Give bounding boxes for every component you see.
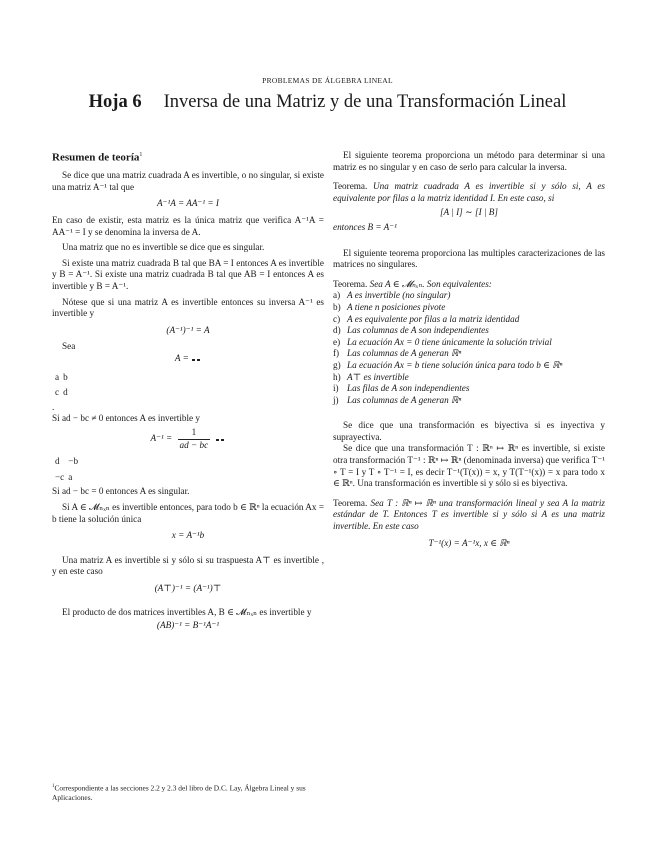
list-item-text: Las filas de A son independientes [347, 383, 470, 394]
theorem: Teorema. Sea A ∈ 𝓜ₙₓₙ. Son equivalentes: [333, 278, 492, 289]
equivalence-list [333, 290, 605, 406]
equation: x = A⁻¹b [171, 530, 205, 541]
list-item [333, 302, 605, 314]
list-item-label: f) [333, 348, 340, 359]
theorem: Teorema. Sea T : ℝⁿ ↦ ℝⁿ una transformación lineal y sea A la matriz estándar de T. Entonces T es invertible si y sólo si A es una matriz invertible. En este caso [333, 497, 606, 532]
list-item [333, 337, 605, 349]
list-item-label: c) [333, 313, 341, 324]
equation: T⁻¹(x) = A⁻¹x, x ∈ ℝⁿ [428, 537, 510, 548]
equation: (A⊤)⁻¹ = (A⁻¹)⊤ [154, 582, 222, 593]
sheet-number: Hoja 6 [88, 92, 142, 112]
list-item-text: A⊤ es invertible [347, 371, 409, 382]
paragraph: El producto de dos matrices invertibles A, B ∈ 𝓜ₙₓₙ es invertible y [62, 607, 312, 618]
list-item [333, 383, 605, 395]
fraction: $\frac{1}{ad - bc}$ [179, 426, 209, 450]
list-item-label: e) [333, 336, 341, 347]
equation: (AB)⁻¹ = B⁻¹A⁻¹ [156, 620, 220, 631]
list-item-text: Las columnas de A generan ℝⁿ [347, 348, 462, 359]
list-item-label: j) [333, 394, 339, 405]
list-item-text: A tiene n posiciones pivote [347, 301, 446, 312]
list-item-label: h) [333, 371, 341, 382]
paragraph: Si ad − bc ≠ 0 entonces A es invertible y [52, 413, 201, 424]
paragraph: Si A ∈ 𝓜ₙₓₙ es invertible entonces, para todo b ∈ ℝⁿ la ecuación Ax = b tiene la solución única [52, 501, 324, 524]
left-column: Resumen de teoría$^1$ Se dice que una matriz cuadrada A es invertible, o no singular, si existe una matriz A⁻¹ tal que A⁻¹A = AA⁻¹ = I En caso de existir, esta matriz es la única matriz que verifica A⁻¹A = AA⁻¹ = I y se denomina la inversa de A. Una matriz que no es invertible se dice que es singular. Si existe una matriz cuadrada B tal que BA = I entonces A es invertible y B = A⁻¹. Si existe una matriz cuadrada B tal que AB = I entonces A es invertible y B = A⁻¹. Nótese que si una matriz A es invertible entonces su inversa A⁻¹ es invertible y (A⁻¹)⁻¹ = A Sea A = a b c d . Si ad − bc ≠ 0 entonces A es invertible y A⁻¹ = $\frac{1}{ad - bc}$ d −b −c a Si ad − bc = 0 entonces A es singular. Si A ∈ 𝓜ₙₓₙ es invertible entonces, para todo b ∈ ℝⁿ la ecuación Ax = b tiene la solución única x = A⁻¹b Una matriz A es invertible si y sólo si su traspuesta A⊤ es invertible , y en este caso (A⊤)⁻¹ = (A⁻¹)⊤ El producto de dos matrices invertibles A, B ∈ 𝓜ₙₓₙ es invertible y (AB)⁻¹ = B⁻¹A⁻¹ [52, 151, 324, 631]
list-item [333, 314, 605, 326]
list-item-text: La ecuación Ax = b tiene solución única para todo b ∈ ℝⁿ [347, 359, 563, 370]
inverse-formula: A⁻¹ = $\frac{1}{ad - bc}$ [150, 426, 209, 450]
paragraph: El siguiente teorema proporciona las multiples caracterizaciones de las matrices no singulares. [333, 247, 605, 270]
sheet-title: Inversa de una Matriz y de una Transformación Lineal [163, 92, 567, 112]
footnote-marker: 1 [52, 784, 55, 789]
right-column [333, 150, 605, 554]
theorem: Teorema. Una matriz cuadrada A es invertible si y sólo si, A es equivalente por filas a la matriz identidad I. En este caso, si [333, 181, 606, 203]
list-item [333, 348, 605, 360]
list-item-text: A es equivalente por filas a la matriz identidad [347, 313, 520, 324]
paragraph: Una matriz A es invertible si y sólo si su traspuesta A⊤ es invertible , y en este caso [52, 554, 324, 577]
theorem-conclusion: entonces B = A⁻¹ [333, 221, 397, 232]
equation: (A⁻¹)⁻¹ = A [166, 324, 210, 335]
list-item [333, 290, 605, 302]
list-item-label: a) [333, 290, 341, 301]
matrix-equation: A = [174, 352, 189, 363]
paragraph: Nótese que si una matriz A es invertible entonces su inversa A⁻¹ es invertible y [52, 296, 324, 319]
list-item [333, 325, 605, 337]
equation: [A | I] ∼ [I | B] [439, 207, 498, 218]
list-item-label: d) [333, 325, 341, 336]
paragraph: Se dice que una matriz cuadrada A es invertible, o no singular, si existe una matriz A⁻¹ tal que [52, 170, 324, 192]
list-item-text: Las columnas de A generan ℝⁿ [347, 394, 462, 405]
equation: A⁻¹A = AA⁻¹ = I [157, 198, 219, 209]
page-title [0, 92, 655, 113]
paragraph: Sea [62, 341, 76, 352]
list-item-label: b) [333, 301, 341, 312]
list-item-label: g) [333, 359, 341, 370]
list-item-text: Las columnas de A son independientes [347, 325, 489, 336]
paragraph: Se dice que una transformación T : ℝⁿ ↦ ℝⁿ es invertible, si existe otra transformación T⁻¹ : ℝⁿ ↦ ℝⁿ (denominada inversa) que verifica T⁻¹ ∘ T = I y T ∘ T⁻¹ = I, es decir T⁻¹(T(x)) = x, y T(T⁻¹(x)) = x para todo x ∈ ℝⁿ. Una transformación es invertible si y sólo si es biyectiva. [333, 443, 605, 489]
list-item-label: i) [333, 383, 339, 394]
paragraph: Si ad − bc = 0 entonces A es singular. [52, 486, 190, 497]
paragraph: Se dice que una transformación es biyectiva si es inyectiva y suprayectiva. [333, 420, 605, 442]
paragraph: En caso de existir, esta matriz es la única matriz que verifica A⁻¹A = AA⁻¹ = I y se denomina la inversa de A. [52, 215, 324, 237]
running-header: PROBLEMAS DE ÁLGEBRA LINEAL [262, 76, 393, 85]
paragraph: Una matriz que no es invertible se dice que es singular. [62, 242, 265, 253]
list-item [333, 372, 605, 384]
list-item-text: La ecuación Ax = 0 tiene únicamente la solución trivial [347, 336, 552, 347]
footnote: $^1$Correspondiente a las secciones 2.2 y 2.3 del libro de D.C. Lay, Álgebra Lineal y sus Aplicaciones. [52, 783, 306, 802]
section-title: Resumen de teoría$^1$ [52, 151, 143, 164]
list-item-text: A es invertible (no singular) [347, 290, 451, 301]
paragraph: El siguiente teorema proporciona un método para determinar si una matriz es no singular y en caso de serlo para calcular la inversa. [333, 150, 605, 172]
list-item [333, 360, 605, 372]
footnote-marker: 1 [139, 152, 143, 158]
list-item [333, 395, 605, 407]
paragraph: Si existe una matriz cuadrada B tal que BA = I entonces A es invertible y B = A⁻¹. Si existe una matriz cuadrada B tal que AB = I entonces A es invertible y B = A⁻¹. [52, 257, 324, 291]
